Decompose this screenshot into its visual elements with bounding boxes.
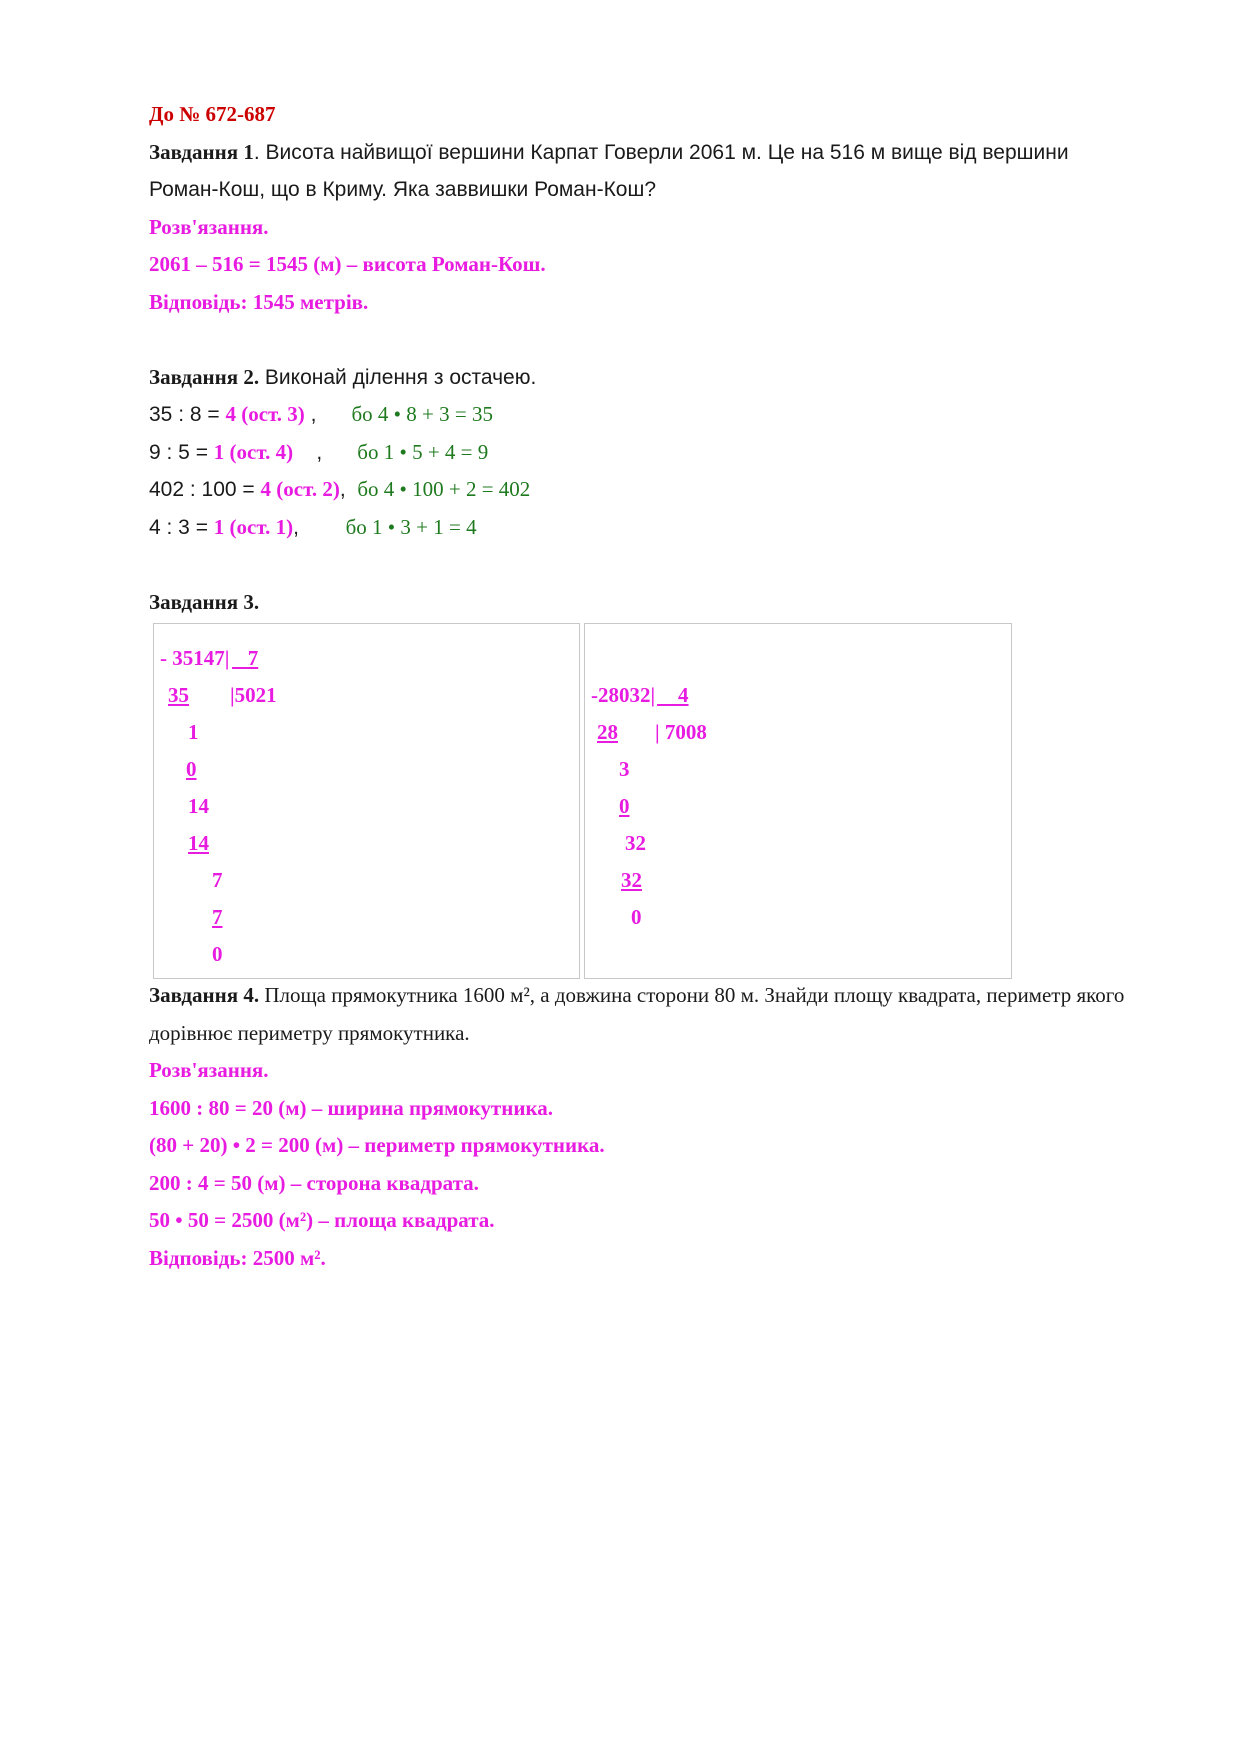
division2-remainder-3: 0 [631, 905, 642, 929]
task4-step: 50 • 50 = 2500 (м²) – площа квадрата. [149, 1208, 495, 1232]
task2-row-result: 4 (ост. 3) [225, 402, 305, 426]
task2-row-sep: , [339, 478, 358, 501]
task4-step: 200 : 4 = 50 (м) – сторона квадрата. [149, 1170, 479, 1195]
task2-row-check: бо 1 • 5 + 4 = 9 [357, 439, 489, 464]
division1-dividend: - 35147| [160, 646, 230, 670]
task1-text: . Висота найвищої вершини Карпат Говерли 2061 м. Це на 516 м вище від вершини Роман-Кош, що в Криму. Яка заввишки Роман-Кош? [149, 140, 1069, 201]
task2-row-expr: 35 : 8 = [149, 403, 226, 426]
division1-remainder-2: 14 [188, 794, 209, 818]
task2-row-check: бо 1 • 3 + 1 = 4 [345, 514, 477, 539]
task2-row-expr: 402 : 100 = [149, 478, 261, 501]
task4-label: Завдання 4. [149, 983, 260, 1007]
task2-row-expr: 4 : 3 = [149, 515, 214, 539]
division2-remainder-2: 32 [625, 831, 646, 855]
division-cell-1 [153, 623, 580, 979]
task4-text: Площа прямокутника 1600 м², а довжина сторони 80 м. Знайди площу квадрата, периметр якого дорівнює периметру прямокутника. [149, 983, 1125, 1045]
division2-subtract-2: 0 [619, 794, 630, 818]
task1-answer: Відповідь: 1545 метрів. [149, 289, 369, 314]
division2-dividend: -28032| [591, 683, 656, 707]
task2-row-sep: , [304, 403, 352, 426]
division1-divisor: 7 [232, 646, 259, 670]
task4-step: (80 + 20) • 2 = 200 (м) – периметр прямокутника. [149, 1133, 605, 1157]
task2-row-check: бо 4 • 8 + 3 = 35 [351, 402, 493, 426]
task2-row-result: 1 (ост. 4) [213, 439, 294, 464]
task2-row [149, 509, 1129, 547]
division2-remainder-1: 3 [619, 757, 630, 781]
division1-subtract-2: 0 [186, 757, 197, 781]
task2-row-sep: , [293, 440, 358, 464]
division1-subtract-3: 14 [188, 831, 209, 855]
task2-row [149, 434, 1129, 472]
division2-divisor: 4 [657, 683, 689, 707]
task1-statement [149, 134, 1129, 209]
document-page [149, 96, 1129, 1277]
division2-subtract-1: 28 [597, 720, 618, 744]
task2-row [149, 471, 1129, 509]
task1-solution-label: Розв'язання. [149, 214, 269, 239]
task2-row-result: 1 (ост. 1) [213, 514, 294, 539]
task3-division-table [149, 621, 1129, 983]
division1-subtract-4: 7 [212, 905, 223, 929]
task1-step: 2061 – 516 = 1545 (м) – висота Роман-Кош. [149, 252, 546, 276]
document-header: До № 672-687 [149, 102, 276, 126]
division1-remainder-4: 0 [212, 942, 223, 966]
task2-statement [149, 359, 1129, 397]
task2-row-check: бо 4 • 100 + 2 = 402 [357, 477, 531, 501]
task2-text: Виконай ділення з остачею. [259, 365, 537, 389]
task2-label: Завдання 2. [149, 364, 260, 389]
task2-row-sep: , [293, 515, 346, 539]
division1-remainder-3: 7 [212, 868, 223, 892]
division1-subtract-1: 35 [168, 683, 189, 707]
division-cell-2 [584, 623, 1012, 979]
task4-solution-label: Розв'язання. [149, 1058, 269, 1082]
task2-row-result: 4 (ост. 2) [260, 477, 340, 501]
division2-subtract-3: 32 [621, 868, 642, 892]
task3-label: Завдання 3. [149, 589, 260, 614]
task4-step: 1600 : 80 = 20 (м) – ширина прямокутника. [149, 1095, 553, 1120]
task4-statement [149, 977, 1129, 1052]
division2-quotient: | 7008 [655, 720, 707, 744]
task4-answer: Відповідь: 2500 м². [149, 1245, 326, 1270]
task2-row-expr: 9 : 5 = [149, 440, 214, 464]
task1-label: Завдання 1 [149, 139, 254, 164]
task2-row [149, 396, 1129, 434]
division1-remainder-1: 1 [188, 720, 199, 744]
division1-quotient: |5021 [230, 683, 277, 707]
